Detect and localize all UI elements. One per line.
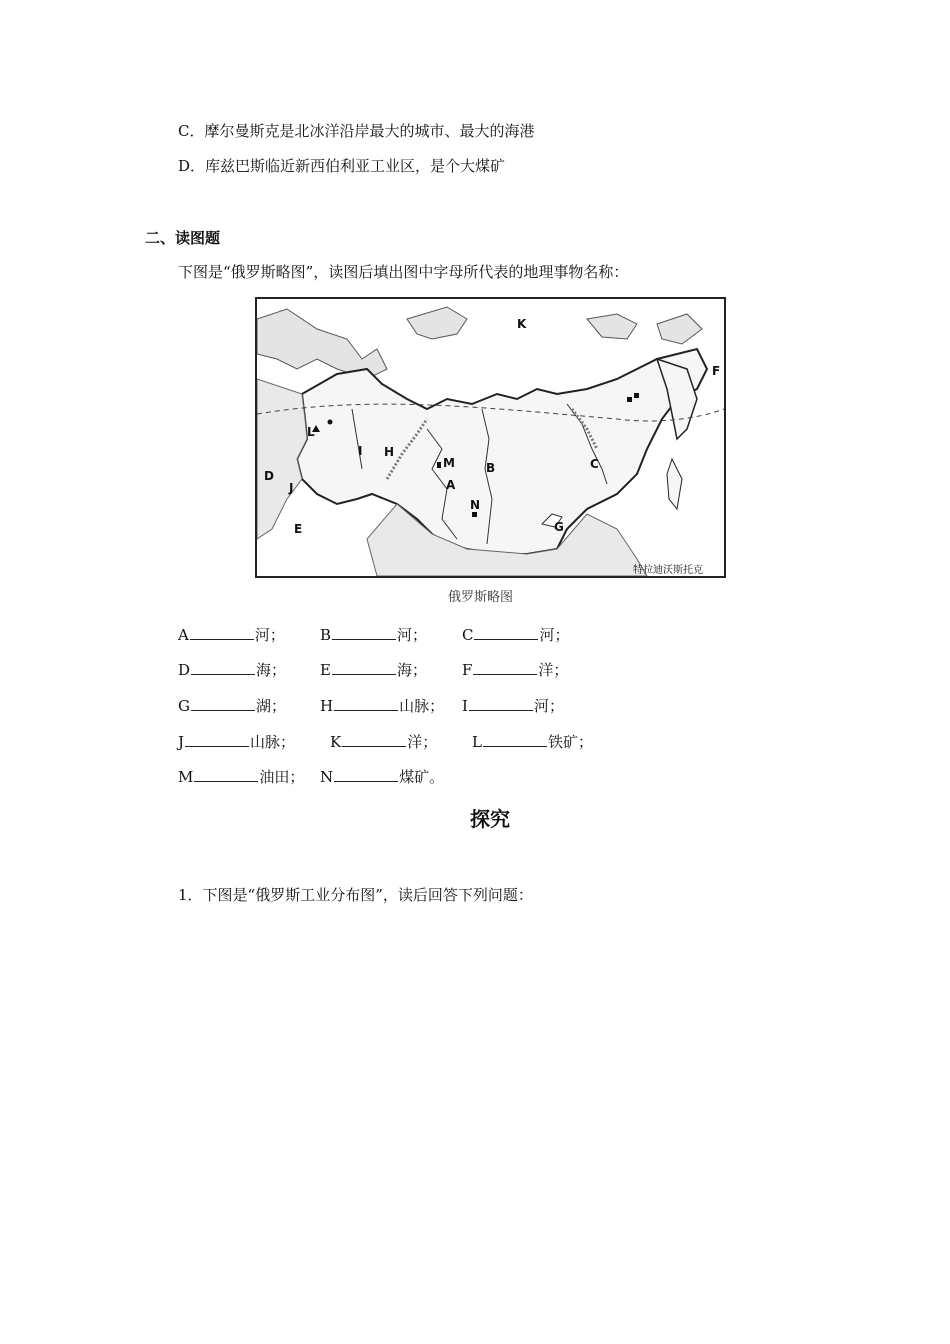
answer-blank[interactable] bbox=[191, 696, 255, 711]
fill-suffix: 铁矿； bbox=[547, 733, 593, 751]
answer-blank[interactable] bbox=[483, 732, 547, 747]
map-label-g: G bbox=[554, 520, 564, 534]
fill-suffix: 河； bbox=[539, 626, 570, 644]
fill-letter: F bbox=[462, 661, 473, 679]
map-label-b: B bbox=[486, 461, 496, 475]
explore-title: 探究 bbox=[470, 807, 510, 831]
fill-item-b bbox=[320, 625, 427, 645]
answer-blank[interactable] bbox=[473, 660, 537, 675]
fill-letter: N bbox=[320, 768, 334, 786]
fill-item-f bbox=[462, 660, 568, 680]
fill-suffix: 山脉； bbox=[250, 733, 296, 751]
map-label-m: M bbox=[443, 456, 455, 470]
fill-letter: I bbox=[462, 697, 468, 715]
map-label-e: E bbox=[294, 522, 303, 536]
option-d: D．库兹巴斯临近新西伯利亚工业区，是个大煤矿 bbox=[178, 157, 506, 175]
map-label-i: I bbox=[358, 444, 363, 458]
fill-letter: M bbox=[178, 768, 194, 786]
fill-suffix: 油田； bbox=[259, 768, 305, 786]
answer-blank[interactable] bbox=[334, 767, 398, 782]
fill-letter: H bbox=[320, 697, 334, 715]
map-caption: 俄罗斯略图 bbox=[448, 590, 514, 605]
fill-suffix: 山脉； bbox=[399, 697, 445, 715]
fill-item-c bbox=[462, 625, 570, 645]
map-label-f: F bbox=[712, 364, 721, 378]
map-label-c: C bbox=[590, 457, 599, 471]
option-c: C．摩尔曼斯克是北冰洋沿岸最大的城市、最大的海港 bbox=[178, 122, 535, 140]
fill-suffix: 海； bbox=[396, 661, 427, 679]
fill-item-j bbox=[178, 732, 295, 752]
map-label-h: H bbox=[384, 445, 395, 459]
fill-item-m bbox=[178, 767, 304, 787]
fill-suffix: 海； bbox=[256, 661, 287, 679]
map-label-a: A bbox=[446, 478, 456, 492]
fill-item-h bbox=[320, 696, 444, 716]
fill-letter: A bbox=[178, 626, 189, 644]
answer-blank[interactable] bbox=[332, 660, 396, 675]
fill-letter: B bbox=[320, 626, 332, 644]
answer-blank[interactable] bbox=[469, 696, 533, 711]
fill-item-a bbox=[178, 625, 285, 645]
fill-suffix: 洋； bbox=[407, 733, 438, 751]
fill-letter: J bbox=[178, 733, 185, 751]
fill-suffix: 河； bbox=[254, 626, 285, 644]
russia-map bbox=[255, 297, 726, 578]
answer-blank[interactable] bbox=[474, 625, 538, 640]
fill-item-e bbox=[320, 660, 427, 680]
fill-letter: C bbox=[462, 626, 474, 644]
fill-letter: L bbox=[472, 733, 482, 751]
fill-letter: E bbox=[320, 661, 331, 679]
answer-blank[interactable] bbox=[342, 732, 406, 747]
answer-blank[interactable] bbox=[185, 732, 249, 747]
map-label-n: N bbox=[470, 498, 481, 512]
fill-suffix: 洋； bbox=[538, 661, 569, 679]
fill-letter: K bbox=[330, 733, 342, 751]
fill-item-k bbox=[330, 732, 437, 752]
fill-suffix: 河； bbox=[397, 626, 428, 644]
map-label-j: J bbox=[289, 481, 294, 495]
fill-item-n bbox=[320, 767, 444, 787]
map-label-d: D bbox=[264, 469, 274, 483]
fill-letter: G bbox=[178, 697, 190, 715]
map-label-k: K bbox=[517, 317, 527, 331]
map-credit: 特拉迪沃斯托克 bbox=[633, 565, 703, 576]
fill-item-g bbox=[178, 696, 286, 716]
answer-blank[interactable] bbox=[190, 625, 254, 640]
fill-suffix: 湖； bbox=[255, 697, 286, 715]
fill-letter: D bbox=[178, 661, 191, 679]
explore-question-1: 1．下图是“俄罗斯工业分布图”，读后回答下列问题： bbox=[178, 886, 533, 904]
fill-item-d bbox=[178, 660, 286, 680]
answer-blank[interactable] bbox=[194, 767, 258, 782]
answer-blank[interactable] bbox=[332, 625, 396, 640]
fill-item-i bbox=[462, 696, 564, 716]
russia-map-graphic bbox=[257, 299, 724, 576]
fill-item-l bbox=[472, 732, 593, 752]
map-label-l: L bbox=[307, 425, 315, 439]
section-heading: 二、读图题 bbox=[145, 229, 221, 247]
fill-suffix: 河； bbox=[533, 697, 564, 715]
fill-suffix: 煤矿。 bbox=[399, 768, 445, 786]
section-intro: 下图是“俄罗斯略图”，读图后填出图中字母所代表的地理事物名称： bbox=[178, 263, 629, 281]
answer-blank[interactable] bbox=[334, 696, 398, 711]
answer-blank[interactable] bbox=[191, 660, 255, 675]
